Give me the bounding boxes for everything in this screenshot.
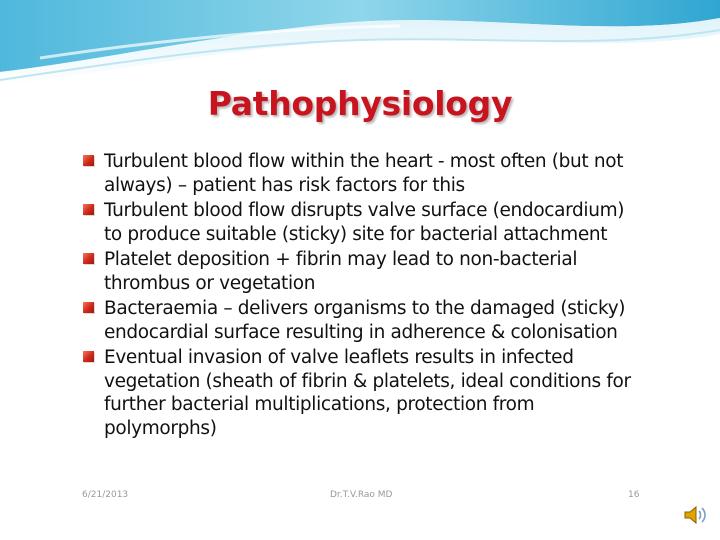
- footer-date: 6/21/2013: [82, 490, 129, 500]
- bullet-list: [82, 150, 642, 442]
- bullet-text: Eventual invasion of valve leaflets results in infected vegetation (sheath of fibrin & platelets, ideal conditions for further bacterial multiplications, protection from polymorphs): [104, 347, 631, 439]
- bullet-text: Bacteraemia – delivers organisms to the damaged (sticky) endocardial surface resulting in adherence & colonisation: [104, 298, 626, 343]
- bullet-item: [82, 346, 642, 440]
- bullet-item: [82, 297, 642, 344]
- speaker-icon[interactable]: [683, 503, 709, 527]
- square-bullet-icon: [83, 253, 94, 264]
- square-bullet-icon: [83, 302, 94, 313]
- bullet-text: Platelet deposition + fibrin may lead to non-bacterial thrombus or vegetation: [104, 249, 578, 294]
- bullet-item: [82, 199, 642, 246]
- header-wave-decoration: [0, 0, 720, 95]
- slide-title: Pathophysiology: [207, 84, 513, 123]
- bullet-item: [82, 150, 642, 197]
- bullet-text: Turbulent blood flow within the heart - most often (but not always) – patient has risk factors for this: [104, 151, 624, 196]
- footer-author: Dr.T.V.Rao MD: [330, 490, 393, 500]
- footer-page-number: 16: [628, 490, 640, 500]
- bullet-item: [82, 248, 642, 295]
- square-bullet-icon: [83, 204, 94, 215]
- bullet-text: Turbulent blood flow disrupts valve surface (endocardium) to produce suitable (sticky) site for bacterial attachment: [104, 200, 625, 245]
- square-bullet-icon: [83, 351, 94, 362]
- square-bullet-icon: [83, 155, 94, 166]
